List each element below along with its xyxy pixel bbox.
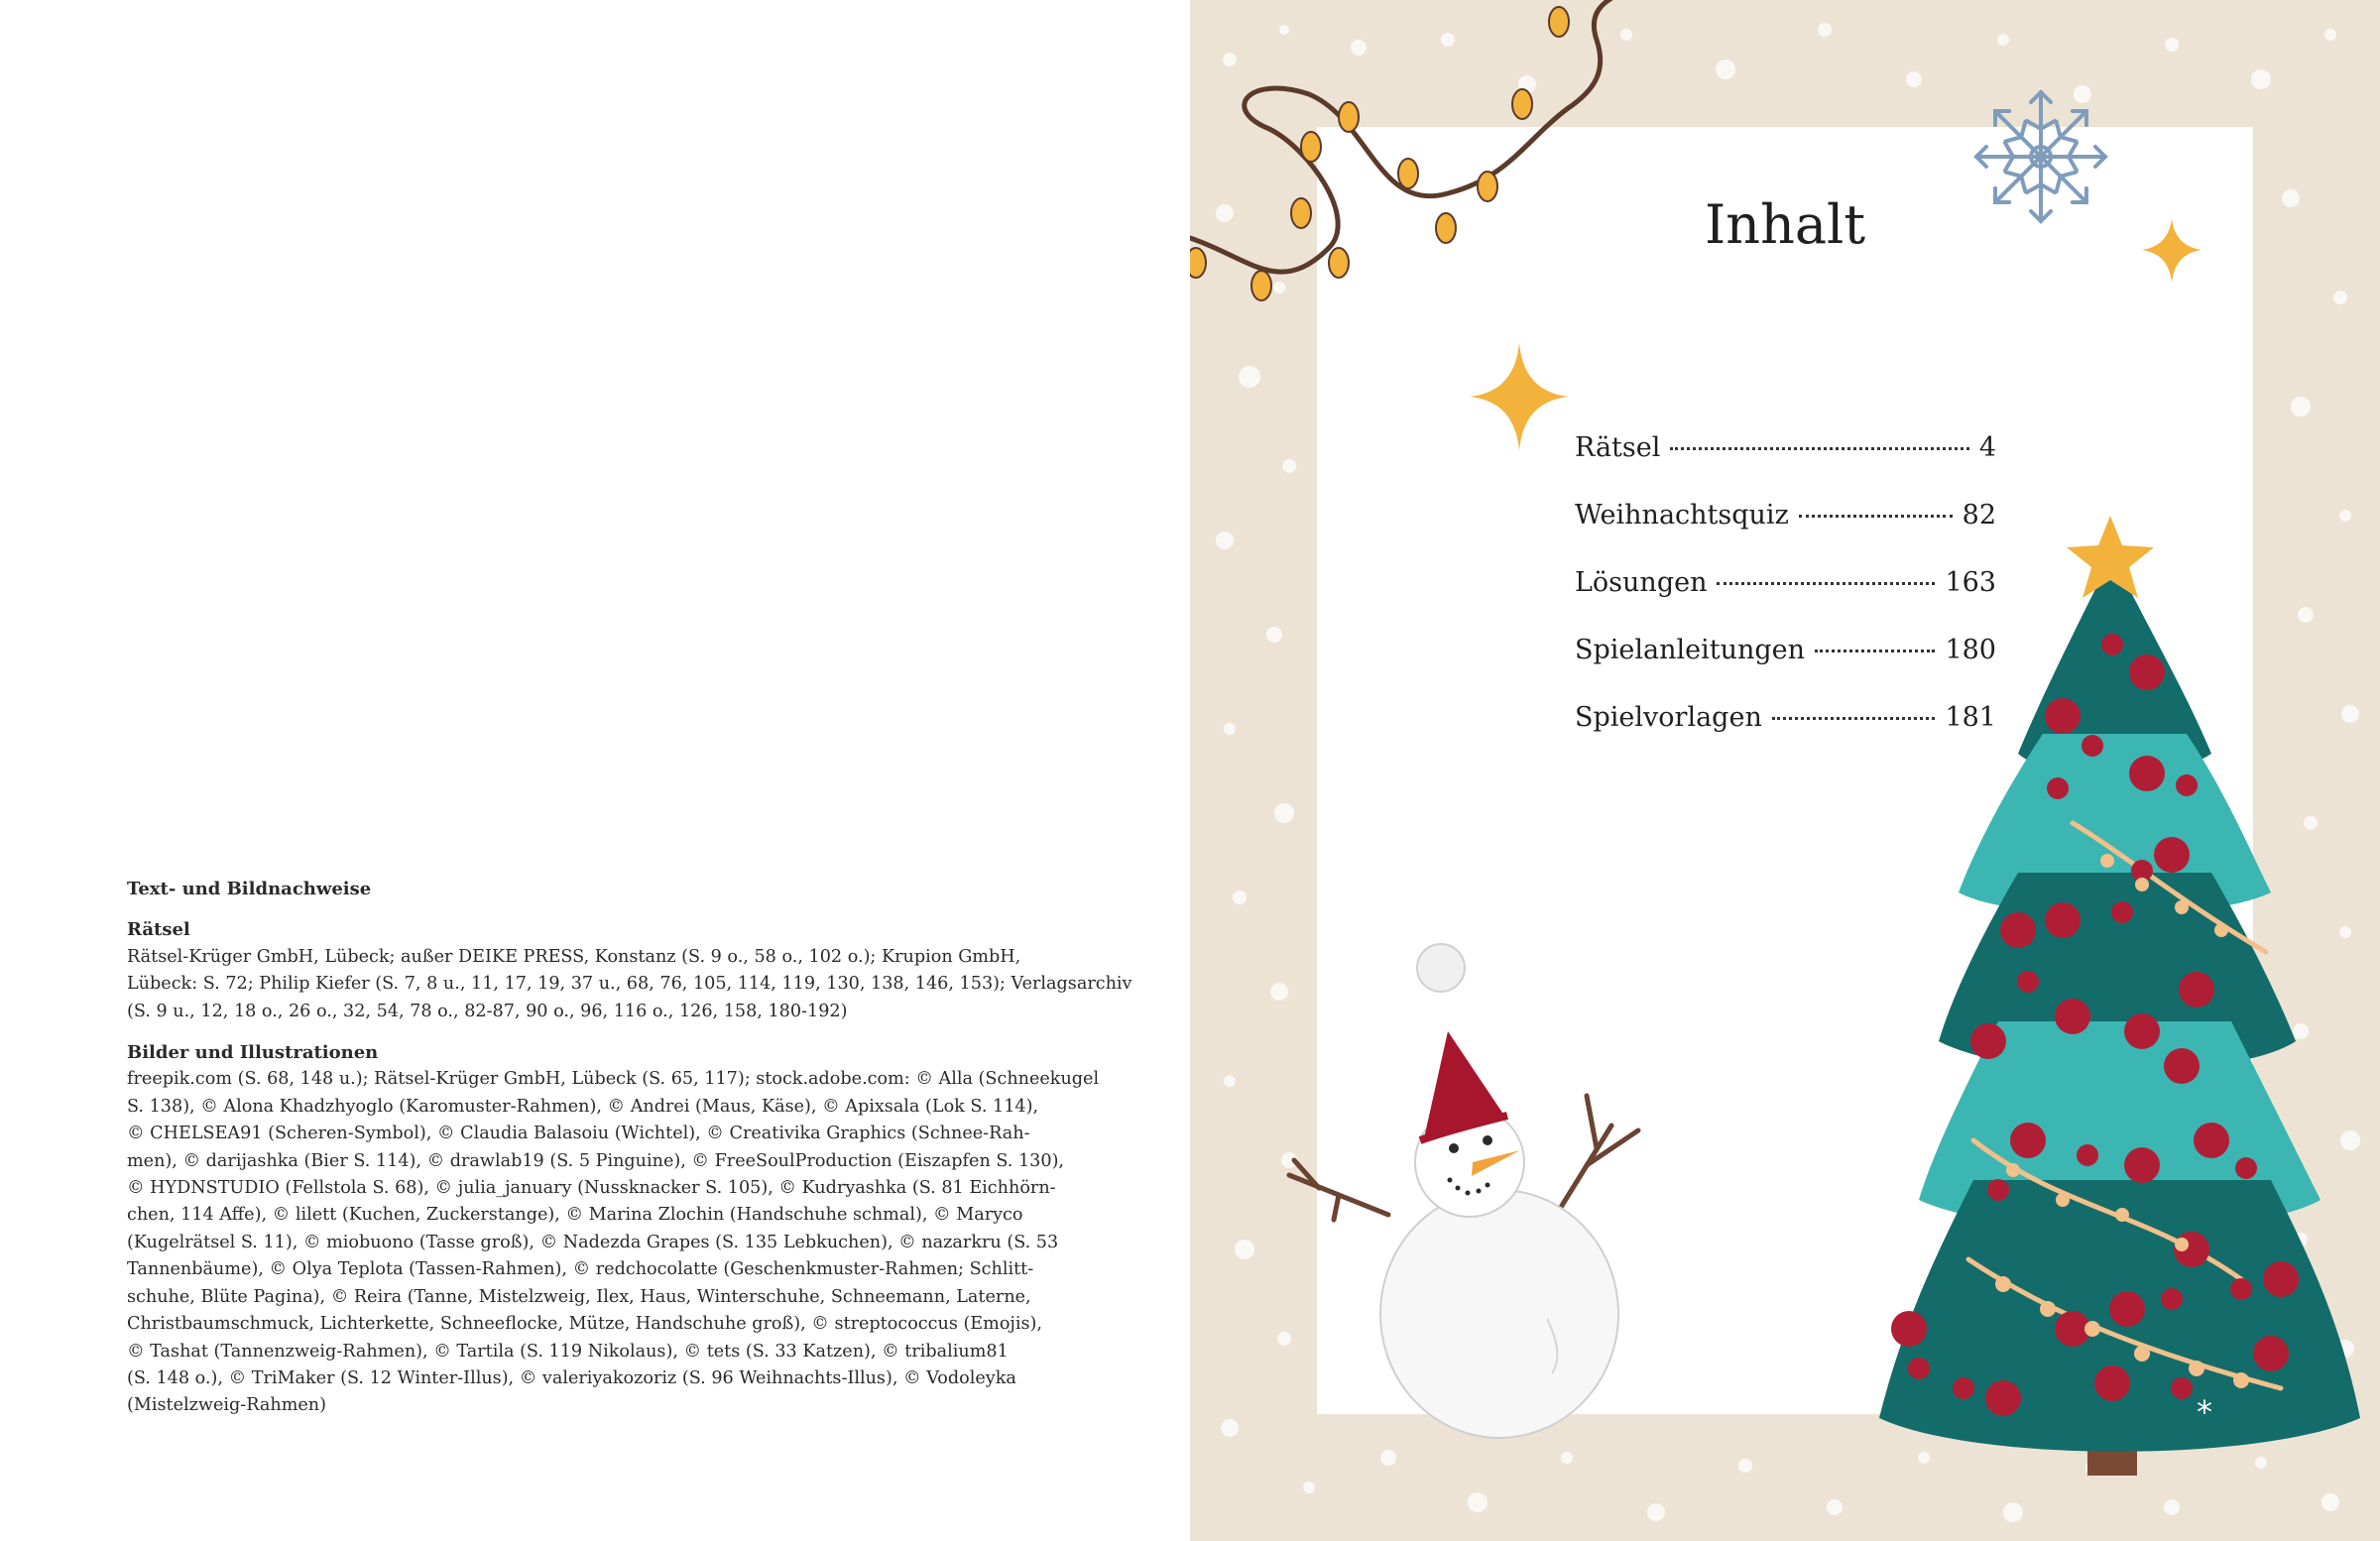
credits-line: men), © darijashka (Bier S. 114), © drawlab19 (S. 5 Pinguine), © FreeSoulProduction (Eiszapfen S. 130), — [127, 1150, 1065, 1171]
toc-entry-page: 181 — [1945, 702, 1996, 733]
credits-section-heading: Bilder und Illustrationen — [127, 1042, 379, 1064]
toc-entry-label: Rätsel — [1575, 432, 1661, 463]
toc-entry-page: 82 — [1962, 500, 1996, 531]
credits-line: Lübeck: S. 72; Philip Kiefer (S. 7, 8 u., 11, 17, 19, 37 u., 68, 76, 105, 114, 119, 130, 138, 146, 153); Verlagsarchiv — [127, 974, 1132, 995]
toc-entry-page: 163 — [1945, 567, 1996, 598]
credits-line: Rätsel-Krüger GmbH, Lübeck; außer DEIKE PRESS, Konstanz (S. 9 o., 58 o., 102 o.); Krupion GmbH, — [127, 946, 1021, 967]
credits-line: © Tashat (Tannenzweig-Rahmen), © Tartila (S. 119 Nikolaus), © tets (S. 33 Katzen), © tribalium81 — [127, 1341, 1009, 1362]
svg-text:*: * — [2197, 1393, 2212, 1431]
toc-entry-label: Weihnachtsquiz — [1575, 500, 1789, 531]
credits-line: © HYDNSTUDIO (Fellstola S. 68), © julia_january (Nussknacker S. 105), © Kudryashka (S. 81 Eichhörn- — [127, 1178, 1056, 1199]
credits-line: Tannenbäume), © Olya Teplota (Tassen-Rahmen), © redchocolatte (Geschenkmuster-Rahmen; Schlitt- — [127, 1259, 1034, 1280]
credits-line: freepik.com (S. 68, 148 u.); Rätsel-Krüger GmbH, Lübeck (S. 65, 117); stock.adobe.com: © Alla (Schneekugel — [127, 1069, 1100, 1090]
credits-title: Text- und Bildnachweise — [127, 879, 372, 899]
credits-line: Christbaumschmuck, Lichterkette, Schneeflocke, Mütze, Handschuhe groß), © streptococcus (Emojis), — [127, 1314, 1042, 1335]
toc-entry-label: Lösungen — [1575, 567, 1708, 598]
credits-line: schuhe, Blüte Pagina), © Reira (Tanne, Mistelzweig, Ilex, Haus, Winterschuhe, Schneemann, Laterne, — [127, 1286, 1031, 1307]
credits-section-heading: Rätsel — [127, 919, 190, 941]
snowman-illustration — [1190, 0, 2380, 1541]
toc-entry-page: 180 — [1945, 635, 1996, 665]
credits-line: S. 138), © Alona Khadzhyoglo (Karomuster-Rahmen), © Andrei (Maus, Käse), © Apixsala (Lok S. 114), — [127, 1096, 1039, 1117]
credits-block — [127, 876, 1132, 1420]
right-page — [1190, 0, 2380, 1541]
credits-line: (S. 148 o.), © TriMaker (S. 12 Winter-Illus), © valeriyakozoriz (S. 96 Weihnachts-Illus), © Vodoleyka — [127, 1367, 1016, 1388]
credits-line: (S. 9 u., 12, 18 o., 26 o., 32, 54, 78 o., 82-87, 90 o., 96, 116 o., 126, 158, 180-192) — [127, 1001, 848, 1021]
toc-entry-label: Spielanleitungen — [1575, 635, 1806, 665]
credits-line: (Kugelrätsel S. 11), © miobuono (Tasse groß), © Nadezda Grapes (S. 135 Lebkuchen), © nazarkru (S. 53 — [127, 1232, 1059, 1252]
toc-entry-label: Spielvorlagen — [1575, 702, 1762, 733]
credits-line: © CHELSEA91 (Scheren-Symbol), © Claudia Balasoiu (Wichtel), © Creativika Graphics (Schnee-Rah- — [127, 1124, 1030, 1144]
toc-entry-page: 4 — [1978, 432, 1996, 463]
credits-line: chen, 114 Affe), © lilett (Kuchen, Zuckerstange), © Marina Zlochin (Handschuhe schmal), © Maryco — [127, 1205, 1023, 1226]
toc-title: Inhalt — [1704, 193, 1866, 256]
credits-line: (Mistelzweig-Rahmen) — [127, 1395, 326, 1416]
